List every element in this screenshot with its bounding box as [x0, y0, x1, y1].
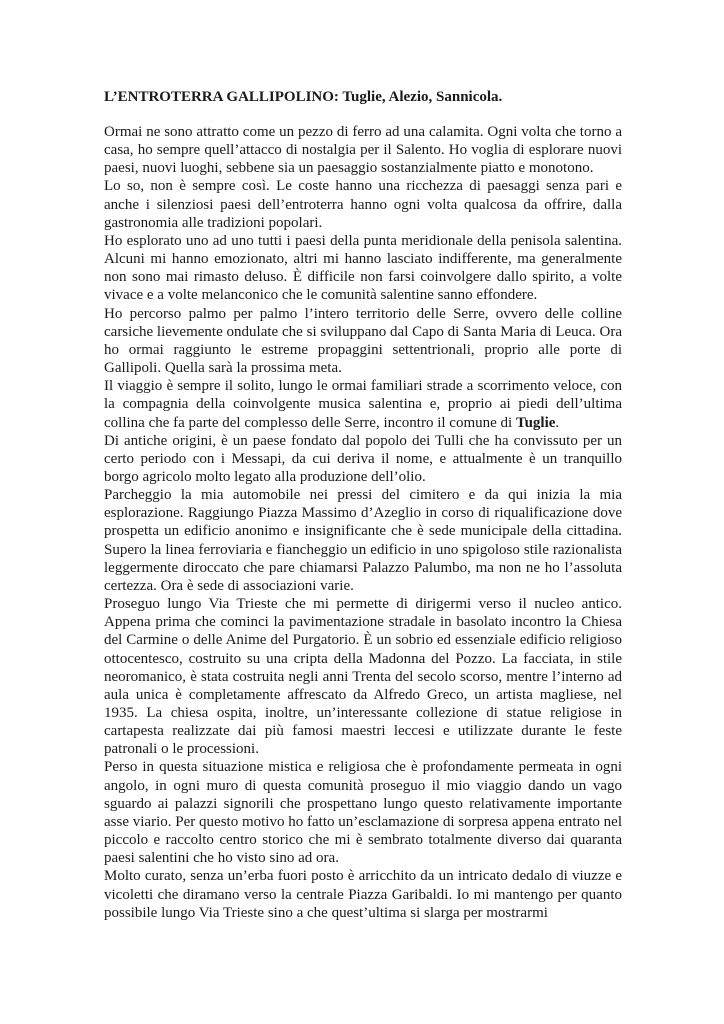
paragraph-6: Di antiche origini, è un paese fondato dal popolo dei Tulli che ha convissuto per un certo periodo con i Messapi, da cui deriva il nome, e attualmente è un tranquillo borgo agricolo molto legato alla produzione dell’olio.: [104, 432, 622, 485]
paragraph-9: Perso in questa situazione mistica e religiosa che è profondamente permeata in ogni angolo, in ogni muro di questa comunità proseguo il mio viaggio dando un vago sguardo ai palazzi signorili che prospettano lungo questo relativamente importante asse viario. Per questo motivo ho fatto un’esclamazione di sorpresa appena entrato nel piccolo e raccolto centro storico che mi è sembrato totalmente diverso dai quaranta paesi salentini che ho visto sino ad ora.: [104, 759, 622, 867]
paragraph-5-end: .: [555, 414, 560, 431]
paragraph-2: Lo so, non è sempre così. Le coste hanno una ricchezza di paesaggi senza pari e anche i silenziosi paesi dell’entroterra hanno ogni volta qualcosa da offrire, dalla gastronomia alle tradizioni popolari.: [104, 178, 622, 231]
document-title: L’ENTROTERRA GALLIPOLINO: Tuglie, Alezio, Sannicola.: [104, 89, 503, 105]
paragraph-5-text: Il viaggio è sempre il solito, lungo le ormai familiari strade a scorrimento veloce, con la compagnia della coinvolgente musica salentina e, proprio ai piedi dell’ultima collina che fa parte del complesso delle Serre, incontro il comune di: [104, 378, 622, 431]
paragraph-4: Ho percorso palmo per palmo l’intero territorio delle Serre, ovvero delle colline carsiche lievemente ondulate che si sviluppano dal Capo di Santa Maria di Leuca. Ora ho ormai raggiunto le estreme propaggini settentrionali, proprio alle porte di Gallipoli. Quella sarà la prossima meta.: [104, 305, 622, 377]
paragraph-3: Ho esplorato uno ad uno tutti i paesi della punta meridionale della penisola salentina. Alcuni mi hanno emozionato, altri mi hanno lasciato indifferente, ma generalmente non sono mai rimasto deluso. È difficile non farsi coinvolgere dallo spirito, a volte vivace e a volte melanconico che le comunità salentine sanno effondere.: [104, 232, 622, 304]
paragraph-5: [104, 377, 622, 431]
paragraph-10: Molto curato, senza un’erba fuori posto è arricchito da un intricato dedalo di viuzze e vicoletti che diramano verso la centrale Piazza Garibaldi. Io mi mantengo per quanto possibile lungo Via Trieste sino a che quest’ultima si slarga per mostrarmi: [104, 868, 622, 921]
paragraph-7: Parcheggio la mia automobile nei pressi del cimitero e da qui inizia la mia esplorazione. Raggiungo Piazza Massimo d’Azeglio in corso di riqualificazione dove prospetta un edificio anonimo e insignificante che è sede municipale della cittadina. Supero la linea ferroviaria e fiancheggio un edificio in uno spigoloso stile razionalista leggermente diroccato che pare chiamarsi Palazzo Palumbo, ma non ne ho l’assoluta certezza. Ora è sede di associazioni varie.: [104, 487, 622, 594]
place-name-tuglie: Tuglie: [515, 414, 556, 431]
paragraph-1: Ormai ne sono attratto come un pezzo di ferro ad una calamita. Ogni volta che torno a casa, ho sempre quell’attacco di nostalgia per il Salento. Ho voglia di esplorare nuovi paesi, nuovi luoghi, sebbene sia un paesaggio sostanzialmente piatto e monotono.: [104, 124, 622, 177]
paragraph-8: Proseguo lungo Via Trieste che mi permette di dirigermi verso il nucleo antico. Appena prima che cominci la pavimentazione stradale in basolato incontro la Chiesa del Carmine o delle Anime del Purgatorio. È un sobrio ed essenziale edificio religioso ottocentesco, costruito su una cripta della Madonna del Pozzo. La facciata, in stile neoromanico, è stata costruita negli anni Trenta del secolo scorso, mentre l’interno ad aula unica è completamente affrescato da Alfredo Greco, un artista magliese, nel 1935. La chiesa ospita, inoltre, un’interessante collezione di statue religiose in cartapesta realizzate dai più famosi maestri leccesi e utilizzate durante le feste patronali o le processioni.: [104, 596, 622, 758]
